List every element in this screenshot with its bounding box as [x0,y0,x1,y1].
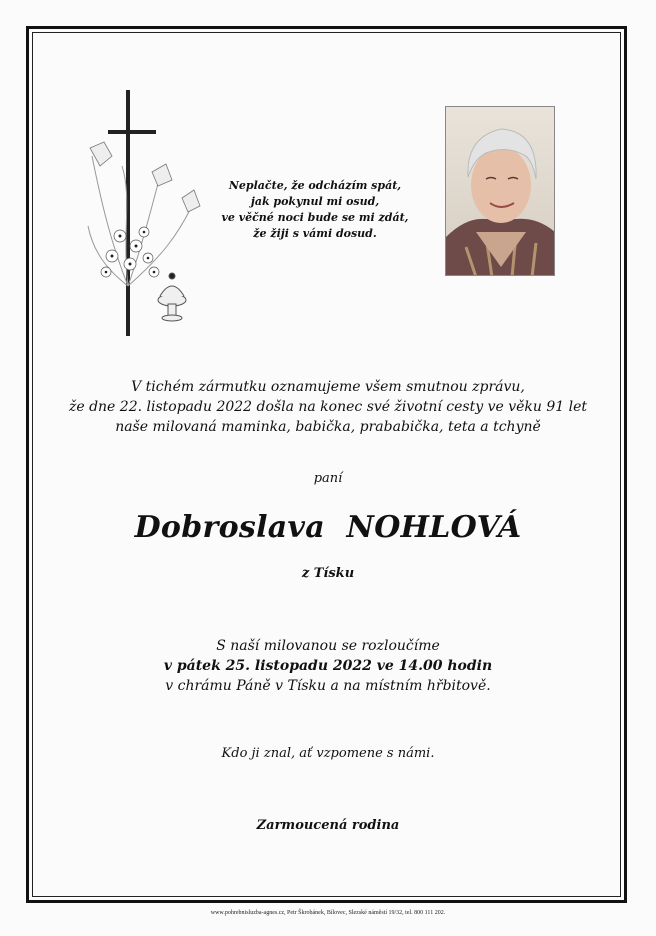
verse-line: Neplačte, že odcházím spát, [228,179,402,192]
portrait-photo [445,106,555,276]
ceremony-place: v chrámu Páně v Tísku a na místním hřbitově. [165,678,491,694]
verse-line: ve věčné noci bude se mi zdát, [221,211,409,224]
announcement [0,377,656,437]
cross-with-lilies-icon [82,86,212,336]
verse-block [200,178,430,242]
footer: www.pohrebnisluzba-agnes.cz, Petr Škrobánek, Bílovec, Slezské náměstí 19/32, tel. 800 111 202. [210,910,446,916]
title-prefix: paní [313,471,343,486]
closing-line: Kdo ji znal, ať vzpomene s námi. [221,746,435,761]
verse-line: jak pokynul mi osud, [250,195,380,208]
deceased-name: Dobroslava NOHLOVÁ [134,510,522,545]
announcement-line: V tichém zármutku oznamujeme všem smutnou zprávu, [131,379,525,395]
announcement-line: naše milovaná maminka, babička, prababička, teta a tchyně [115,419,541,435]
origin: z Tísku [301,566,355,581]
ceremony-block [0,636,656,696]
ceremony-line: S naší milovanou se rozloučíme [216,638,440,654]
verse-line: že žiji s vámi dosud. [253,227,377,240]
announcement-line: že dne 22. listopadu 2022 došla na konec své životní cesty ve věku 91 let [68,399,588,415]
ceremony-date: v pátek 25. listopadu 2022 ve 14.00 hodin [163,658,493,674]
signature: Zarmoucená rodina [256,818,400,833]
